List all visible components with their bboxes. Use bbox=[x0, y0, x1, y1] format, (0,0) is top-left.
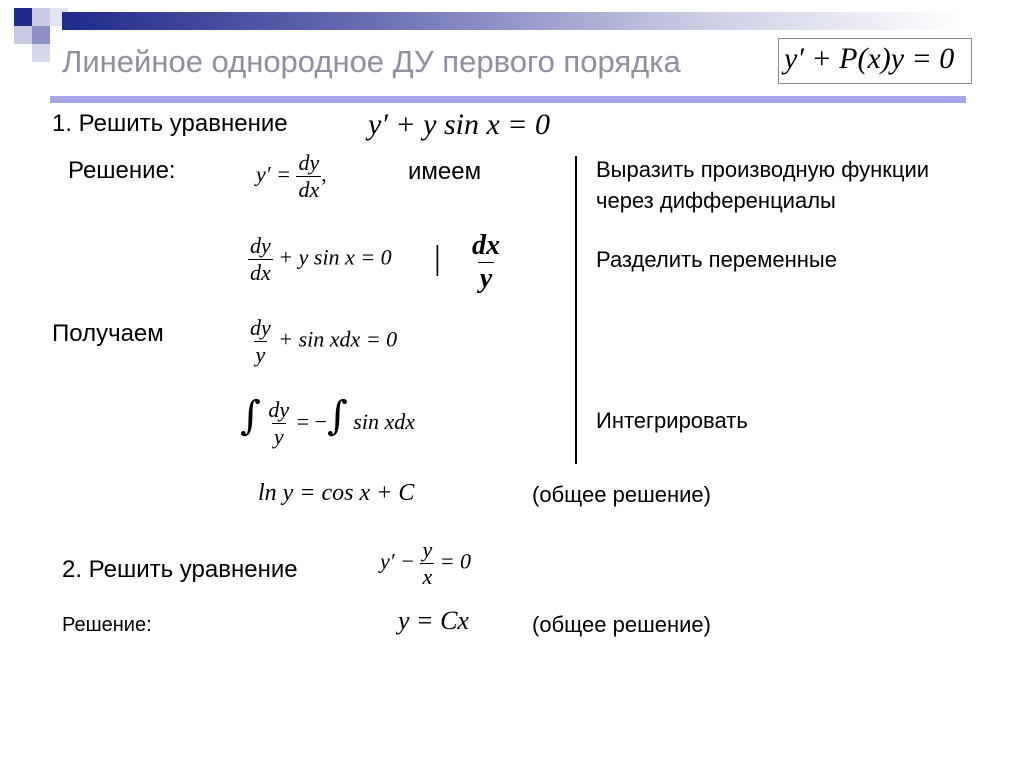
equation-rhs: = 0 bbox=[439, 548, 472, 574]
denominator: y bbox=[273, 424, 284, 450]
multiplier-dx-over-y bbox=[470, 230, 502, 295]
general-note-1: (общее решение) bbox=[532, 482, 711, 507]
equation-rest: + y sin x = 0 bbox=[278, 244, 392, 270]
deco-square bbox=[32, 8, 50, 26]
fraction-dy-y bbox=[266, 397, 291, 450]
numerator: dy bbox=[250, 233, 271, 258]
task2-equation bbox=[380, 537, 471, 590]
title-rule bbox=[50, 96, 966, 103]
solution1-label: Решение: bbox=[68, 157, 176, 184]
derivative-lhs: y′ = bbox=[256, 161, 291, 187]
numerator: y bbox=[422, 537, 433, 562]
denominator: x bbox=[422, 564, 433, 589]
integral-sign: ∫ bbox=[326, 393, 348, 439]
task2-answer: y = Cx bbox=[398, 606, 469, 635]
denominator: y bbox=[479, 263, 493, 294]
vertical-divider bbox=[575, 156, 577, 464]
note-express-line1: Выразить производную функции bbox=[596, 157, 930, 182]
slide-title: Линейное однородное ДУ первого порядка bbox=[62, 44, 681, 79]
integrand: sin xdx bbox=[353, 409, 415, 434]
derivative-definition bbox=[256, 150, 327, 203]
denominator: dx bbox=[250, 260, 271, 285]
general-note-2: (общее решение) bbox=[532, 612, 711, 637]
note-integrate: Интегрировать bbox=[596, 408, 748, 433]
deco-square bbox=[14, 26, 32, 44]
integral-equation bbox=[240, 393, 415, 450]
denominator: dx bbox=[298, 177, 320, 202]
numerator: dy bbox=[298, 150, 320, 175]
deco-square bbox=[32, 26, 50, 44]
general-solution-1: ln y = cos x + C bbox=[258, 480, 415, 506]
numerator: dy bbox=[268, 397, 290, 423]
note-separate: Разделить переменные bbox=[596, 247, 837, 272]
fraction-dy-y bbox=[248, 315, 273, 368]
fraction-dy-dx bbox=[248, 233, 273, 286]
separated-equation bbox=[248, 315, 397, 368]
note-express-line2: через дифференциалы bbox=[596, 188, 836, 213]
step1-text: имеем bbox=[408, 158, 482, 185]
get-label: Получаем bbox=[52, 320, 164, 347]
equation-with-fraction bbox=[248, 233, 392, 286]
equation-rest: + sin xdx = 0 bbox=[278, 326, 398, 352]
equation-lhs: y′ − bbox=[380, 548, 415, 574]
task1-equation: y′ + y sin x = 0 bbox=[368, 108, 551, 141]
formula-general: y′ + P(x)y = 0 bbox=[784, 42, 955, 75]
fraction-dx-y bbox=[470, 230, 502, 295]
fraction-dy-dx bbox=[296, 150, 321, 203]
deco-square bbox=[32, 44, 50, 62]
denominator: y bbox=[255, 342, 266, 367]
solution2-label: Решение: bbox=[62, 614, 152, 636]
task2-label: 2. Решить уравнение bbox=[62, 556, 298, 583]
deco-square bbox=[14, 8, 32, 26]
title-gradient-bar bbox=[62, 12, 962, 30]
numerator: dx bbox=[472, 230, 500, 261]
task1-label: 1. Решить уравнение bbox=[52, 110, 288, 137]
integral-sign: ∫ bbox=[240, 393, 261, 439]
comma: , bbox=[321, 161, 327, 187]
numerator: dy bbox=[250, 315, 271, 340]
fraction-y-x bbox=[420, 537, 434, 590]
separator-bar: | bbox=[434, 240, 441, 277]
equals-minus: = − bbox=[296, 409, 327, 434]
